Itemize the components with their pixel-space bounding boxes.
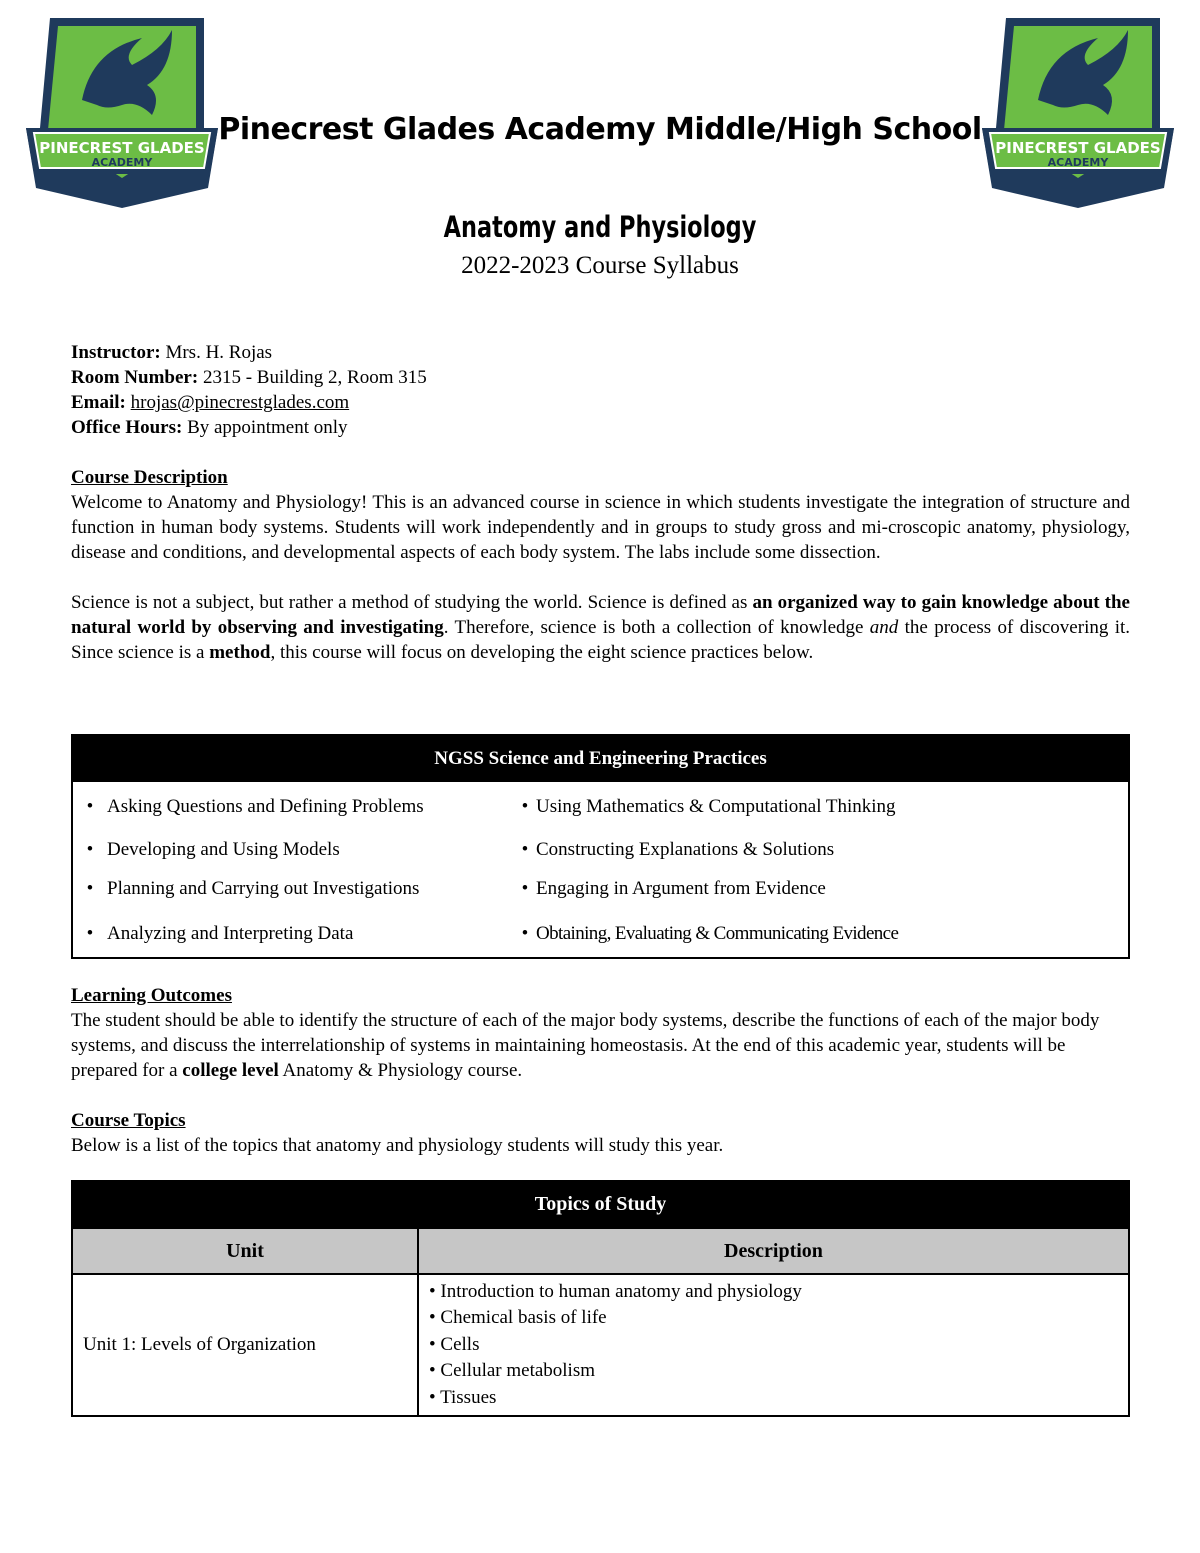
ngss-practice-item: • Developing and Using Models: [86, 839, 340, 860]
office-hours-line: Office Hours: By appointment only: [71, 417, 348, 438]
course-description-heading: Course Description: [71, 467, 228, 488]
svg-text:PINECREST GLADES: PINECREST GLADES: [995, 139, 1161, 157]
email-link[interactable]: hrojas@pinecrestglades.com: [130, 392, 350, 413]
ngss-practice-item: • Using Mathematics & Computational Thinking: [521, 796, 896, 817]
svg-text:ACADEMY: ACADEMY: [1047, 156, 1109, 169]
school-name: Pinecrest Glades Academy Middle/High School: [218, 112, 982, 147]
topics-table-title: Topics of Study: [72, 1181, 1129, 1228]
course-topics-heading: Course Topics: [71, 1110, 186, 1131]
ngss-practice-item: • Planning and Carrying out Investigations: [86, 878, 420, 899]
list-item: • Introduction to human anatomy and physiology: [429, 1280, 802, 1302]
ngss-practice-item: • Constructing Explanations & Solutions: [521, 839, 835, 860]
list-item: • Tissues: [429, 1386, 497, 1408]
ngss-practice-item: • Obtaining, Evaluating & Communicating Evidence: [521, 922, 899, 944]
school-logo-right: [978, 10, 1178, 210]
list-item: • Chemical basis of life: [429, 1307, 607, 1329]
learning-outcomes-section: [71, 983, 1130, 1158]
ngss-practice-item: • Analyzing and Interpreting Data: [86, 922, 354, 944]
svg-text:ACADEMY: ACADEMY: [91, 156, 153, 169]
column-header-unit: Unit: [72, 1228, 418, 1274]
email-line: Email: hrojas@pinecrestglades.com: [71, 392, 350, 413]
instructor-line: Instructor: Mrs. H. Rojas: [71, 342, 273, 363]
table-row: [72, 1274, 1129, 1416]
ngss-practice-item: • Engaging in Argument from Evidence: [521, 878, 826, 899]
course-title: Anatomy and Physiology: [443, 210, 757, 244]
course-description-text: Welcome to Anatomy and Physiology! This is an advanced course in science in which students investigate the integration of structure and function in human body systems. Students will work independently and in groups to study gross and mi-croscopic anatomy, physiology, disease and conditions, and developmental aspects of each body system. The labs include some dissection.: [71, 492, 1130, 563]
course-topics-text: Below is a list of the topics that anatomy and physiology students will study this year.: [71, 1135, 724, 1156]
science-definition-text: Science is not a subject, but rather a method of studying the world. Science is defined as an organized way to gain knowledge about the natural world by observing and investigating. Therefore, science is both a collection of knowledge and the process of discovering it. Since science is a method, this course will focus on developing the eight science practices below.: [71, 592, 1130, 663]
syllabus-body: [71, 340, 1130, 665]
ngss-table-title: NGSS Science and Engineering Practices: [72, 735, 1129, 782]
course-subtitle: 2022-2023 Course Syllabus: [461, 252, 739, 279]
list-item: • Cellular metabolism: [429, 1360, 596, 1382]
topic-list: [429, 1279, 1128, 1412]
topics-table: [71, 1180, 1130, 1417]
ngss-practice-item: • Asking Questions and Defining Problems: [86, 796, 424, 817]
column-header-description: Description: [418, 1228, 1129, 1274]
unit-cell: Unit 1: Levels of Organization: [72, 1274, 418, 1416]
school-logo-left: [22, 10, 222, 210]
logo-text: PINECREST GLADES: [39, 139, 205, 157]
room-line: Room Number: 2315 - Building 2, Room 315: [71, 367, 427, 388]
description-cell: [418, 1274, 1129, 1416]
list-item: • Cells: [429, 1333, 480, 1355]
learning-outcomes-heading: Learning Outcomes: [71, 985, 232, 1006]
learning-outcomes-text: The student should be able to identify the structure of each of the major body systems, describe the functions of each of the major body systems, and discuss the interrelationship of systems in maintaining homeostasis. At the end of this academic year, students will be prepared for a college level Anatomy & Physiology course.: [71, 1010, 1100, 1081]
ngss-practices-table: [71, 734, 1130, 959]
